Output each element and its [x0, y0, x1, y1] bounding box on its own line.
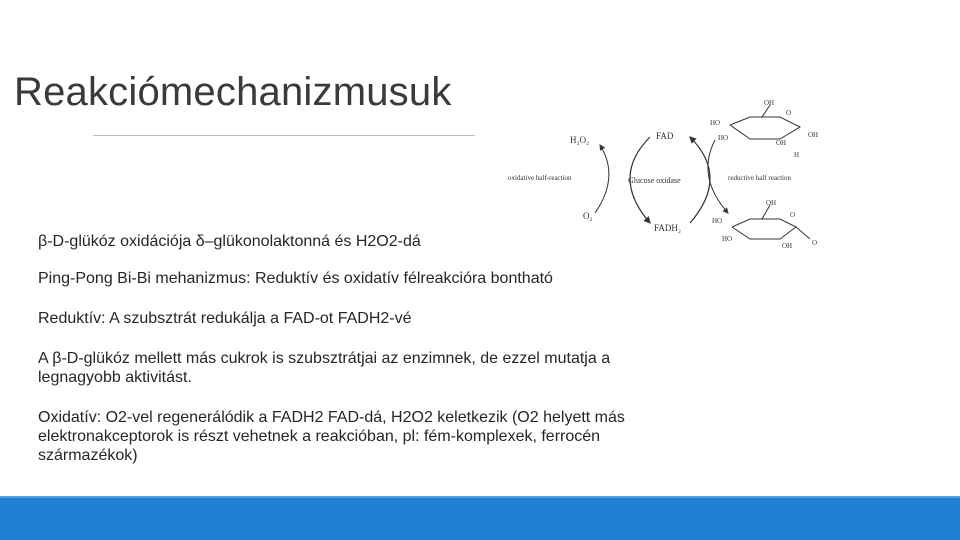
bullet-item: Reduktív: A szubsztrát redukálja a FAD-ot FADH2-vé — [38, 310, 412, 327]
svg-text:HO: HO — [710, 119, 721, 127]
bullet-item: Oxidatív: O2-vel regenerálódik a FADH2 FAD-dá, H2O2 keletkezik (O2 helyett más elektronakceptorok is részt vehetnek a reakcióban, pl: fém-komplexek, ferrocén származékok) — [38, 409, 625, 464]
gluconolactone-structure — [712, 199, 817, 250]
svg-text:HO: HO — [718, 134, 729, 142]
h2o2-label: H₂O₂ — [570, 135, 590, 145]
oxidative-half-reaction-label: oxidative half-reaction — [508, 174, 572, 182]
bullet-item: Ping-Pong Bi-Bi mehanizmus: Reduktív és oxidatív félreakcióra bontható — [38, 270, 553, 287]
reductive-half-reaction-label: reductive half reaction — [728, 174, 791, 182]
o2-label: O₂ — [583, 211, 593, 221]
svg-text:O: O — [786, 109, 792, 117]
svg-text:OH: OH — [764, 99, 775, 107]
footer-bar — [0, 498, 960, 540]
fadh2-label: FADH₂ — [654, 223, 681, 233]
svg-text:O: O — [812, 239, 818, 247]
glucose-to-lactone-arc — [708, 140, 728, 213]
svg-text:OH: OH — [766, 199, 777, 207]
svg-text:H: H — [794, 151, 800, 159]
bullet-item: A β-D-glükóz mellett más cukrok is szubsztrátjai az enzimnek, de ezzel mutatja a legnagyobb aktivitást. — [38, 350, 611, 386]
reaction-mechanism-diagram — [500, 95, 830, 255]
bullet-list — [38, 232, 638, 486]
glucose-oxidase-label: Glucose oxidase — [628, 176, 681, 185]
o2-to-h2o2-arc — [595, 145, 609, 213]
title-underline — [93, 135, 475, 136]
svg-text:HO: HO — [722, 235, 733, 243]
svg-text:OH: OH — [782, 242, 793, 250]
slide-title: Reakciómechanizmusuk — [14, 70, 452, 114]
svg-text:OH: OH — [808, 131, 819, 139]
glucose-structure — [710, 99, 818, 159]
fad-label: FAD — [656, 131, 674, 141]
svg-text:HO: HO — [712, 217, 723, 225]
svg-text:O: O — [790, 211, 796, 219]
reductive-arc — [690, 137, 710, 223]
svg-text:OH: OH — [776, 139, 787, 147]
bullet-item: β-D-glükóz oxidációja δ–glükonolaktonná és H2O2-dá — [38, 233, 421, 250]
